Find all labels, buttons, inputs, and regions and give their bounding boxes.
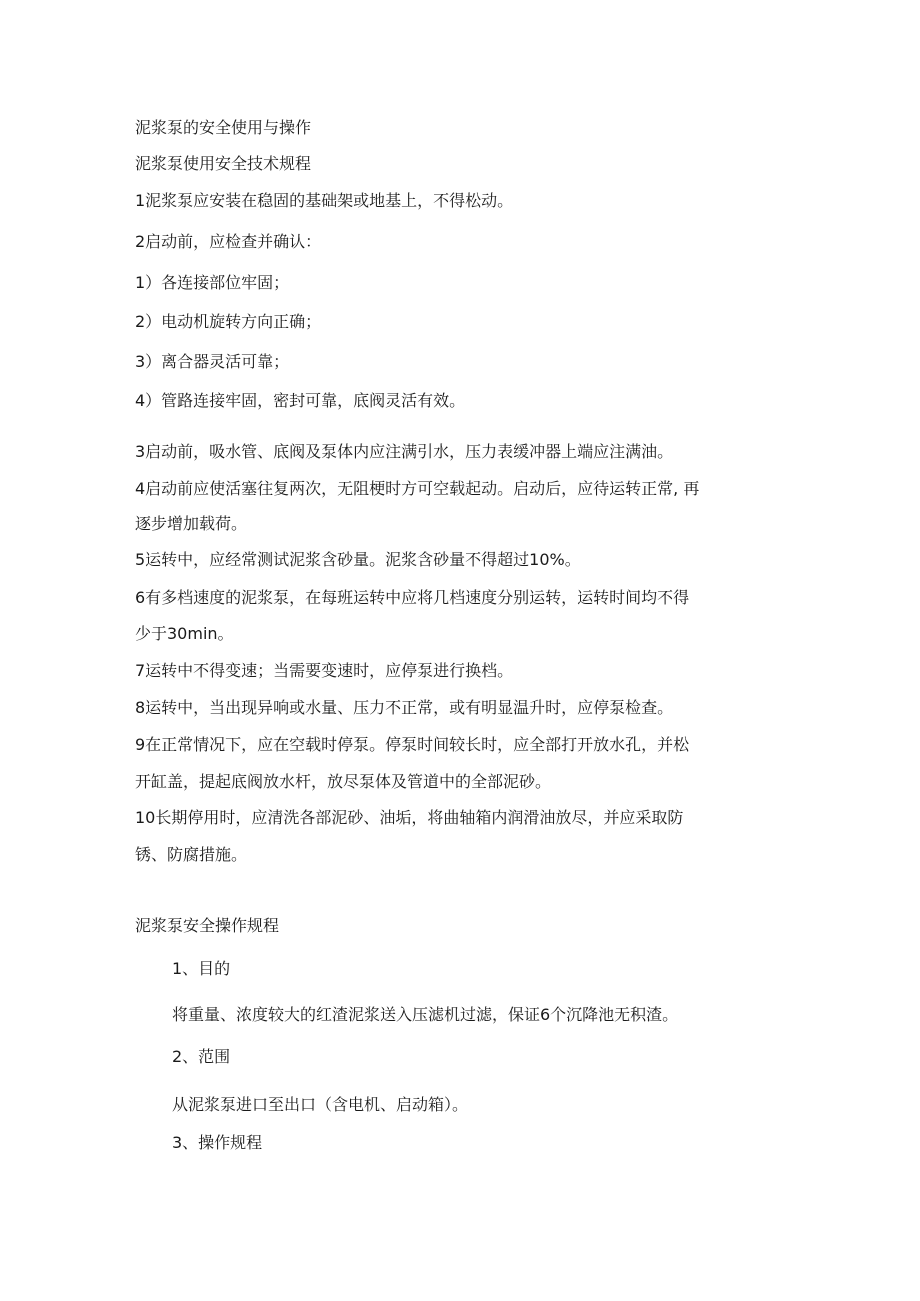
rule-item: 4启动前应使活塞往复两次，无阻梗时方可空载起动。启动后，应待运转正常, 再 [135,479,700,498]
sub-item: 1）各连接部位牢固； [135,273,290,292]
rule-item: 6有多档速度的泥浆泵，在每班运转中应将几档速度分别运转，运转时间均不得 [135,588,690,607]
sub-item: 4）管路连接牢固，密封可靠，底阀灵活有效。 [135,391,466,410]
rule-item: 8运转中，当出现异响或水量、压力不正常，或有明显温升时，应停泵检查。 [135,698,674,717]
document-title: 泥浆泵的安全使用与操作 [135,118,312,137]
rule-item: 1泥浆泵应安装在稳固的基础架或地基上，不得松动。 [135,191,514,210]
rule-item-continued: 逐步增加载荷。 [135,514,248,533]
paragraph: 将重量、浓度较大的红渣泥浆送入压滤机过滤，保证6个沉降池无积渣。 [172,1005,679,1024]
rule-item: 3启动前，吸水管、底阀及泵体内应注满引水，压力表缓冲器上端应注满油。 [135,442,674,461]
subsection-heading: 3、操作规程 [172,1133,263,1152]
rule-item: 9在正常情况下，应在空载时停泵。停泵时间较长时，应全部打开放水孔，并松 [135,735,690,754]
section-heading: 泥浆泵使用安全技术规程 [135,154,312,173]
rule-item-continued: 锈、防腐措施。 [135,845,248,864]
rule-item: 2启动前，应检查并确认： [135,232,322,251]
rule-item: 10长期停用时，应清洗各部泥砂、油垢，将曲轴箱内润滑油放尽，并应采取防 [135,808,684,827]
rule-item-continued: 少于30min。 [135,624,234,643]
section-heading: 泥浆泵安全操作规程 [135,916,280,935]
subsection-heading: 2、范围 [172,1047,231,1066]
rule-item: 7运转中不得变速；当需要变速时，应停泵进行换档。 [135,661,514,680]
sub-item: 3）离合器灵活可靠； [135,352,290,371]
rule-item-continued: 开缸盖，提起底阀放水杆，放尽泵体及管道中的全部泥砂。 [135,772,552,791]
rule-item: 5运转中，应经常测试泥浆含砂量。泥浆含砂量不得超过10%。 [135,550,581,569]
subsection-heading: 1、目的 [172,959,231,978]
sub-item: 2）电动机旋转方向正确； [135,312,322,331]
paragraph: 从泥浆泵进口至出口（含电机、启动箱）。 [172,1095,469,1114]
